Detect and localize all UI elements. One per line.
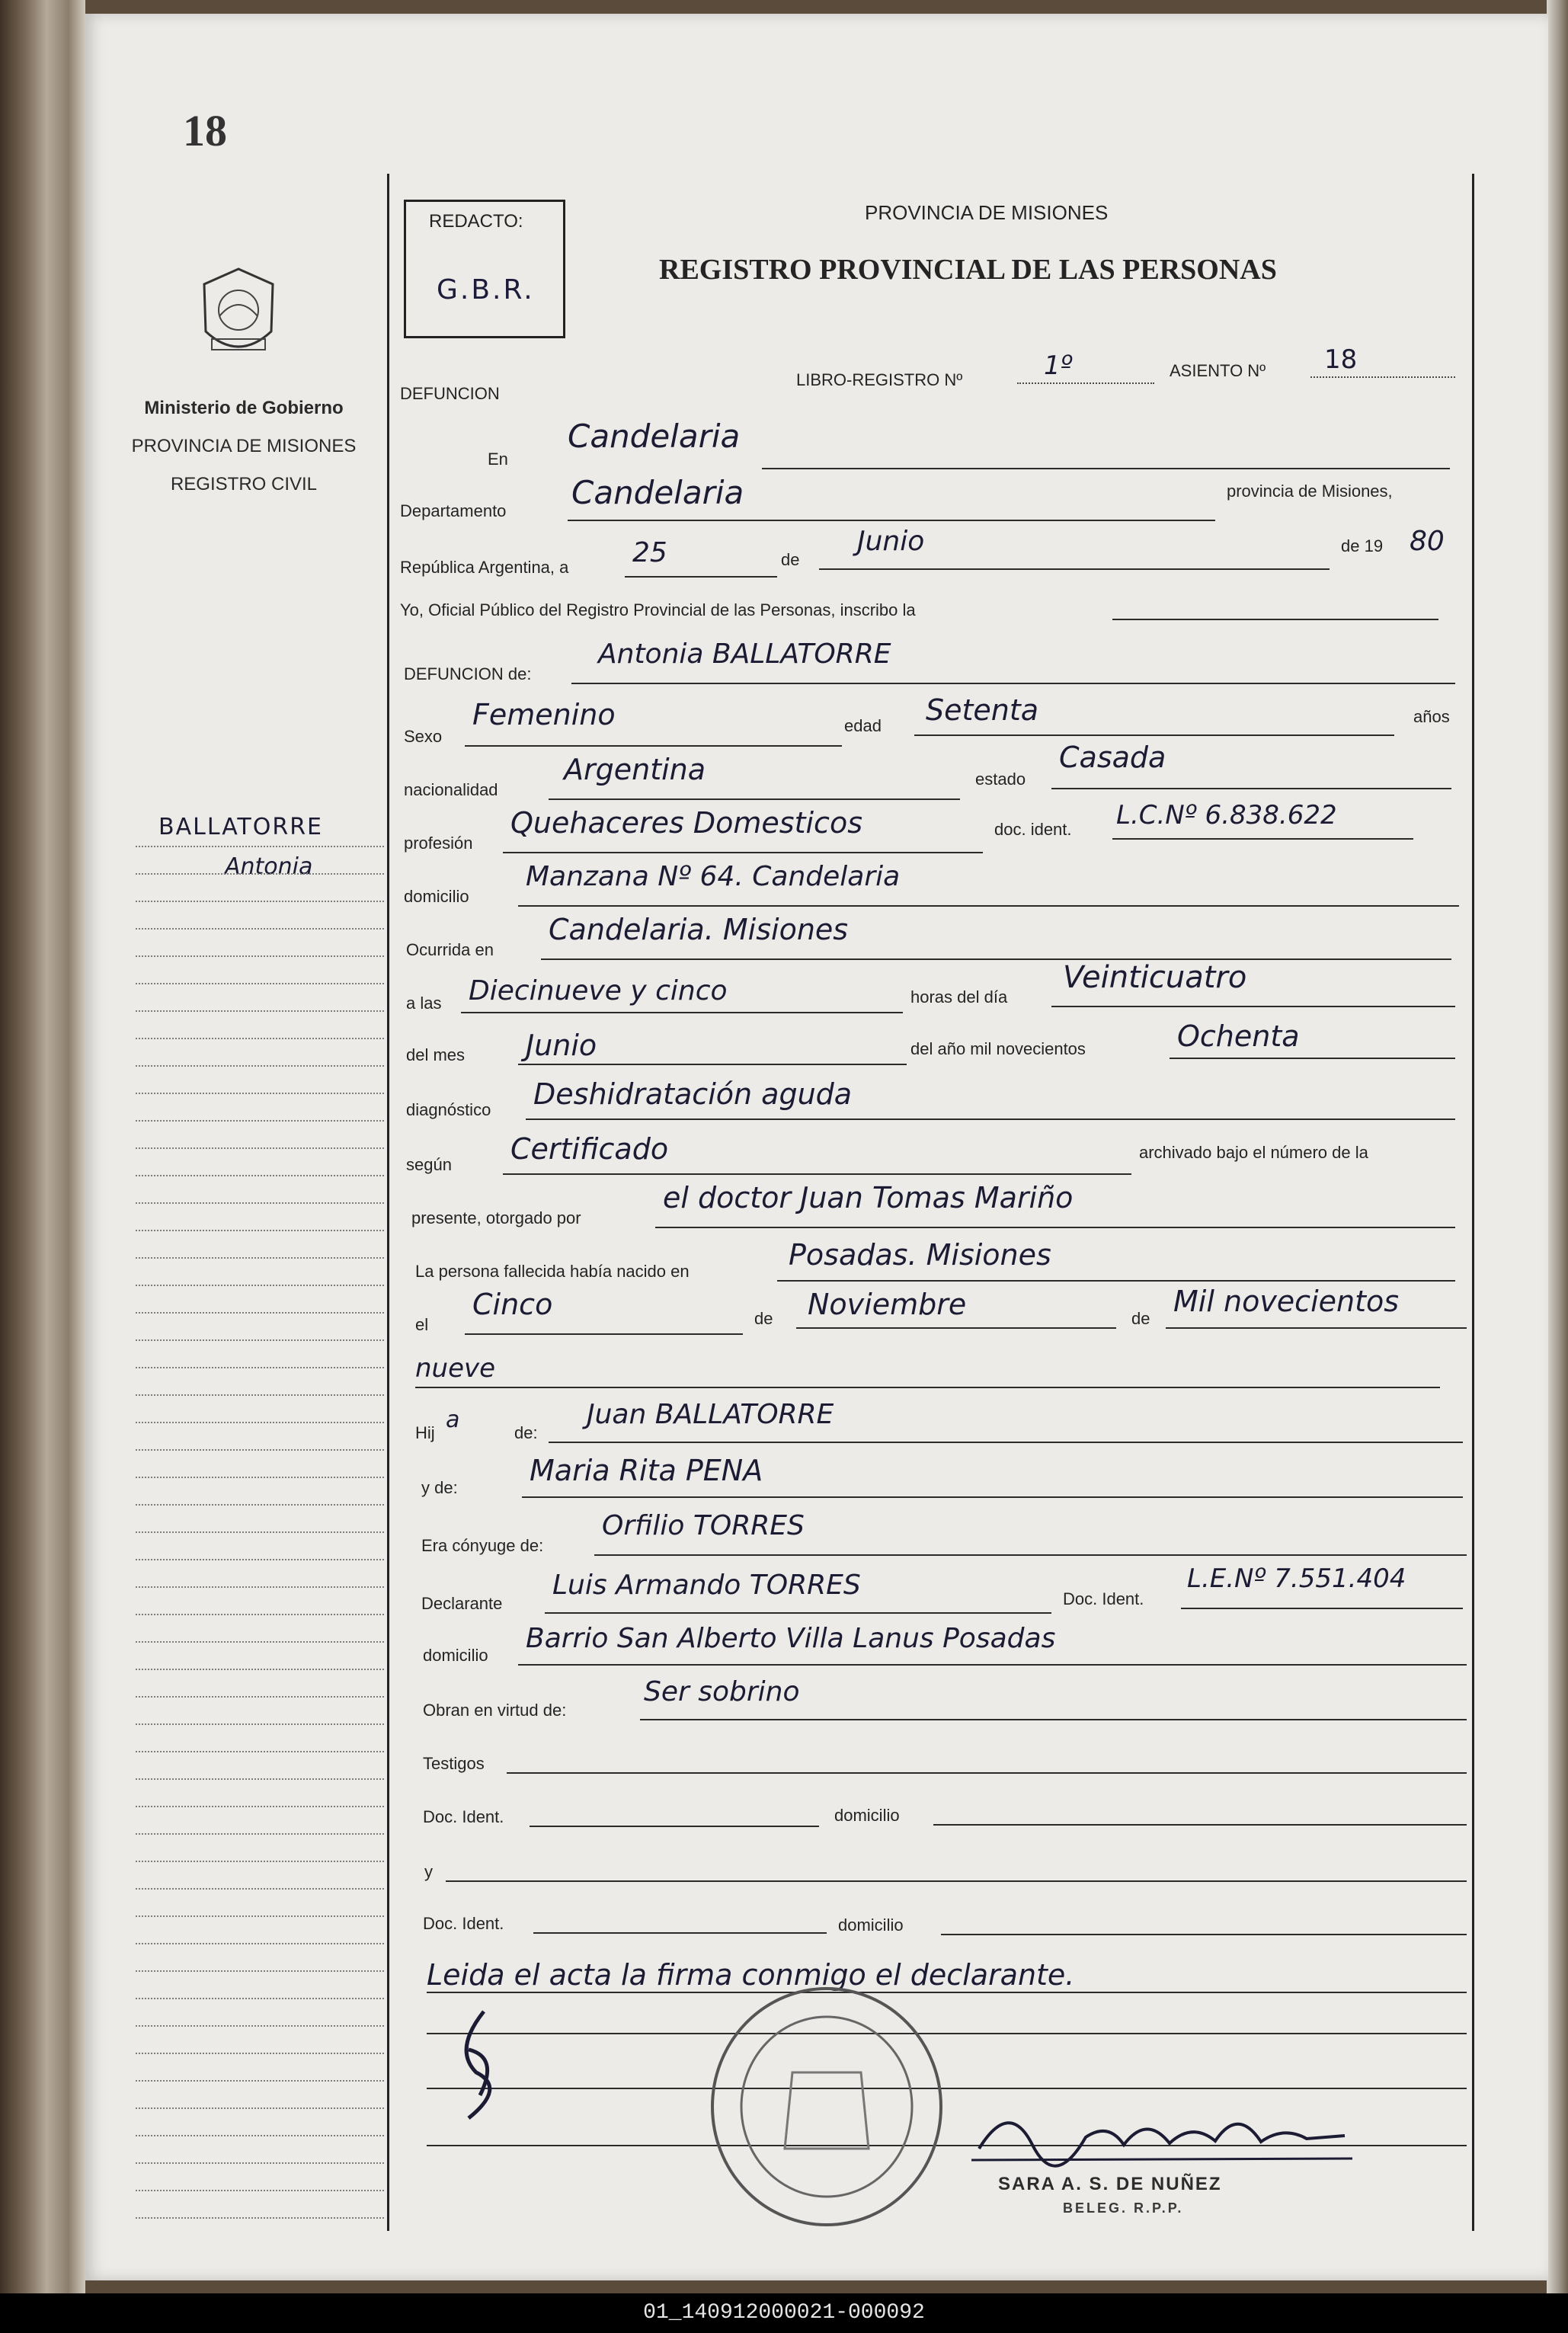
handwritten-signature-icon (964, 2091, 1360, 2175)
field-label: República Argentina, a (400, 558, 569, 577)
field-value: Juan BALLATORRE (587, 1399, 834, 1430)
signatory-title: BELEG. R.P.P. (1063, 2200, 1184, 2216)
field-label: horas del día (910, 987, 1008, 1006)
field-value: Candelaria (571, 474, 744, 511)
field-underline (640, 1719, 1467, 1720)
field-label: La persona fallecida había nacido en (415, 1262, 690, 1281)
field-value: L.E.Nº 7.551.404 (1187, 1563, 1406, 1594)
field-value: Femenino (472, 698, 616, 731)
field-value: el doctor Juan Tomas Mariño (663, 1181, 1074, 1215)
margin-line (136, 1669, 384, 1670)
document-title: REGISTRO PROVINCIAL DE LAS PERSONAS (659, 254, 1277, 286)
field-label: del mes (406, 1045, 466, 1064)
margin-line (136, 1175, 384, 1176)
margin-line (136, 1202, 384, 1204)
margin-line (136, 1367, 384, 1368)
margin-line (136, 1970, 384, 1972)
field-value: Posadas. Misiones (789, 1238, 1051, 1272)
field-label: Hij (415, 1423, 435, 1442)
field-label: del año mil novecientos (910, 1039, 1086, 1058)
margin-line (136, 1586, 384, 1588)
field-value: Casada (1059, 741, 1166, 774)
margin-line (136, 1998, 384, 1999)
margin-line (136, 1093, 384, 1094)
field-underline (446, 1880, 1467, 1882)
field-value: Candelaria. Misiones (549, 913, 849, 946)
margin-line (136, 901, 384, 902)
field-value: Manzana Nº 64. Candelaria (526, 861, 901, 892)
margin-line (136, 928, 384, 930)
margin-line (136, 1065, 384, 1067)
margin-line (136, 1038, 384, 1039)
margin-given-name: Antonia (225, 853, 313, 880)
margin-line (136, 2107, 384, 2109)
field-value: L.C.Nº 6.838.622 (1116, 800, 1337, 830)
margin-line (136, 1449, 384, 1451)
field-label: de: (514, 1423, 538, 1442)
field-underline (1051, 788, 1451, 789)
margin-line (136, 1120, 384, 1122)
margin-surname: BALLATORRE (158, 814, 323, 840)
field-label: Doc. Ident. (423, 1914, 504, 1933)
footer-bar (0, 2293, 1568, 2333)
margin-line (136, 1312, 384, 1314)
margin-line (136, 1477, 384, 1478)
field-value: Cinco (472, 1288, 553, 1321)
margin-line (136, 1504, 384, 1506)
field-value: Veinticuatro (1063, 960, 1247, 995)
field-label: Declarante (421, 1594, 503, 1613)
field-label: diagnóstico (406, 1100, 491, 1119)
right-vertical-rule (1472, 174, 1474, 2231)
page-edge (1547, 0, 1568, 2293)
margin-line (136, 1531, 384, 1533)
footer-id: 01_140912000021-000092 (643, 2301, 925, 2325)
coat-of-arms-seal-icon (189, 263, 288, 370)
field-value: Ochenta (1177, 1019, 1300, 1053)
margin-line (136, 1285, 384, 1286)
field-underline (533, 1932, 827, 1934)
hij-suffix: a (446, 1407, 460, 1433)
redacto-box (404, 200, 565, 338)
field-underline (461, 1012, 903, 1013)
page-number: 18 (183, 106, 227, 155)
field-underline (777, 1280, 1455, 1282)
field-underline (933, 1824, 1467, 1826)
field-value: Quehaceres Domesticos (510, 806, 862, 840)
province-label-left: PROVINCIA DE MISIONES (131, 436, 357, 456)
margin-line (136, 2025, 384, 2027)
field-label: Ocurrida en (406, 940, 494, 959)
field-underline (1166, 1327, 1467, 1329)
field-value: Antonia BALLATORRE (598, 638, 891, 670)
margin-line (136, 955, 384, 957)
field-underline (1051, 1006, 1455, 1007)
margin-line (136, 1833, 384, 1835)
libro-value: 1º (1044, 350, 1073, 381)
field-label: domicilio (834, 1806, 900, 1825)
field-value: Setenta (926, 693, 1039, 727)
field-underline (1112, 838, 1413, 840)
field-value: Certificado (510, 1132, 669, 1166)
field-underline (507, 1772, 1467, 1774)
field-underline (465, 1333, 743, 1335)
field-label: provincia de Misiones, (1227, 482, 1393, 501)
field-label: Doc. Ident. (423, 1807, 504, 1826)
margin-line (136, 1751, 384, 1752)
field-underline (503, 1173, 1131, 1175)
field-value: nueve (415, 1353, 496, 1384)
field-underline (914, 734, 1394, 736)
header-province: PROVINCIA DE MISIONES (865, 201, 1109, 224)
field-value: Candelaria (568, 418, 741, 455)
margin-line (136, 2135, 384, 2136)
margin-line (136, 1230, 384, 1231)
margin-line (136, 983, 384, 984)
field-value: Noviembre (808, 1288, 967, 1321)
field-label: según (406, 1155, 452, 1174)
field-label: Obran en virtud de: (423, 1701, 567, 1720)
field-underline (549, 798, 960, 800)
margin-line (136, 1422, 384, 1423)
field-value: Luis Armando TORRES (552, 1570, 861, 1601)
field-value: Mil novecientos (1173, 1285, 1400, 1318)
field-label: Sexo (404, 727, 443, 746)
margin-line (136, 846, 384, 847)
field-underline (941, 1934, 1467, 1935)
margin-line (136, 873, 384, 875)
field-label: de (754, 1309, 773, 1328)
field-underline (1170, 1058, 1455, 1059)
field-value: Deshidratación aguda (533, 1077, 853, 1111)
margin-line (136, 1806, 384, 1807)
margin-line (136, 1394, 384, 1396)
declarant-signature-icon (446, 2004, 514, 2126)
field-label: y (424, 1862, 433, 1881)
field-label: doc. ident. (994, 820, 1072, 839)
field-value: Orfilio TORRES (602, 1510, 805, 1541)
field-label: domicilio (423, 1646, 488, 1665)
field-label: profesión (404, 834, 473, 853)
field-underline (465, 745, 842, 747)
field-label: y de: (421, 1478, 458, 1497)
margin-line (136, 1614, 384, 1615)
margin-line (136, 1257, 384, 1259)
field-label: estado (975, 770, 1026, 789)
field-underline (503, 852, 983, 853)
field-value: Leida el acta la firma conmigo el declarante. (427, 1958, 1075, 1992)
field-value: 80 (1410, 526, 1445, 557)
field-label: domicilio (404, 887, 469, 906)
field-value: Ser sobrino (644, 1676, 800, 1707)
margin-line (136, 1778, 384, 1780)
field-underline (518, 905, 1459, 907)
field-value: Maria Rita PENA (530, 1454, 763, 1487)
field-label: de (1131, 1309, 1150, 1328)
field-underline (518, 1664, 1467, 1666)
field-underline (526, 1118, 1455, 1120)
asiento-line (1310, 376, 1455, 378)
field-value: Argentina (564, 753, 706, 786)
ministry-label: Ministerio de Gobierno (144, 398, 344, 418)
field-underline (1181, 1608, 1463, 1609)
redacto-label: REDACTO: (429, 211, 523, 232)
asiento-value: 18 (1324, 344, 1358, 375)
field-value: Barrio San Alberto Villa Lanus Posadas (526, 1623, 1056, 1654)
registry-label: REGISTRO CIVIL (170, 474, 318, 494)
field-label: Yo, Oficial Público del Registro Provincial de las Personas, inscribo la (400, 600, 916, 619)
field-label: Departamento (400, 501, 507, 520)
field-label: Doc. Ident. (1063, 1589, 1144, 1608)
field-label: archivado bajo el número de la (1139, 1143, 1368, 1162)
margin-line (136, 2190, 384, 2191)
field-underline (625, 576, 777, 578)
margin-line (136, 1861, 384, 1862)
libro-label: LIBRO-REGISTRO Nº (796, 370, 963, 389)
field-underline (545, 1612, 1051, 1614)
field-label: el (415, 1315, 429, 1334)
field-underline (796, 1327, 1116, 1329)
field-label: nacionalidad (404, 780, 498, 799)
field-underline (549, 1442, 1463, 1443)
field-label: Testigos (423, 1754, 485, 1773)
field-label: presente, otorgado por (411, 1208, 581, 1227)
redacto-value: G.B.R. (437, 274, 535, 306)
field-label: a las (406, 994, 442, 1013)
field-label: Era cónyuge de: (421, 1536, 544, 1555)
margin-line (136, 1888, 384, 1890)
margin-line (136, 1010, 384, 1012)
margin-line (136, 1943, 384, 1944)
field-label: En (488, 450, 508, 469)
margin-line (136, 1339, 384, 1341)
field-label: DEFUNCION de: (404, 664, 532, 683)
field-label: años (1413, 707, 1450, 726)
field-value: Junio (526, 1029, 597, 1062)
margin-line (136, 2217, 384, 2219)
margin-line (136, 1641, 384, 1643)
asiento-label: ASIENTO Nº (1170, 361, 1266, 380)
margin-line (136, 1147, 384, 1149)
signatory-name: SARA A. S. DE NUÑEZ (998, 2174, 1222, 2194)
margin-line (136, 1915, 384, 1917)
field-label: domicilio (838, 1915, 904, 1935)
record-type-label: DEFUNCION (400, 384, 500, 403)
field-value: Junio (857, 526, 925, 557)
field-underline (762, 468, 1450, 469)
margin-line (136, 2162, 384, 2164)
field-underline (541, 958, 1451, 960)
field-value: 25 (632, 537, 667, 568)
field-label: de 19 (1341, 536, 1384, 555)
margin-line (136, 2080, 384, 2082)
field-underline (571, 683, 1455, 684)
field-underline (1112, 619, 1438, 620)
field-underline (518, 1064, 907, 1065)
margin-line (136, 2053, 384, 2054)
field-underline (568, 520, 1215, 521)
field-underline (522, 1496, 1463, 1498)
left-vertical-rule (387, 174, 389, 2231)
field-label: edad (844, 716, 882, 735)
field-label: de (781, 550, 800, 569)
margin-line (136, 1696, 384, 1698)
field-underline (819, 568, 1330, 570)
field-underline (530, 1826, 819, 1827)
official-round-stamp-icon (701, 1981, 952, 2232)
libro-line (1017, 382, 1154, 384)
field-underline (415, 1387, 1440, 1388)
field-underline (655, 1227, 1455, 1228)
book-binding (0, 0, 85, 2293)
field-value: Diecinueve y cinco (469, 975, 728, 1006)
field-underline (594, 1554, 1467, 1556)
margin-line (136, 1559, 384, 1560)
margin-line (136, 1723, 384, 1725)
